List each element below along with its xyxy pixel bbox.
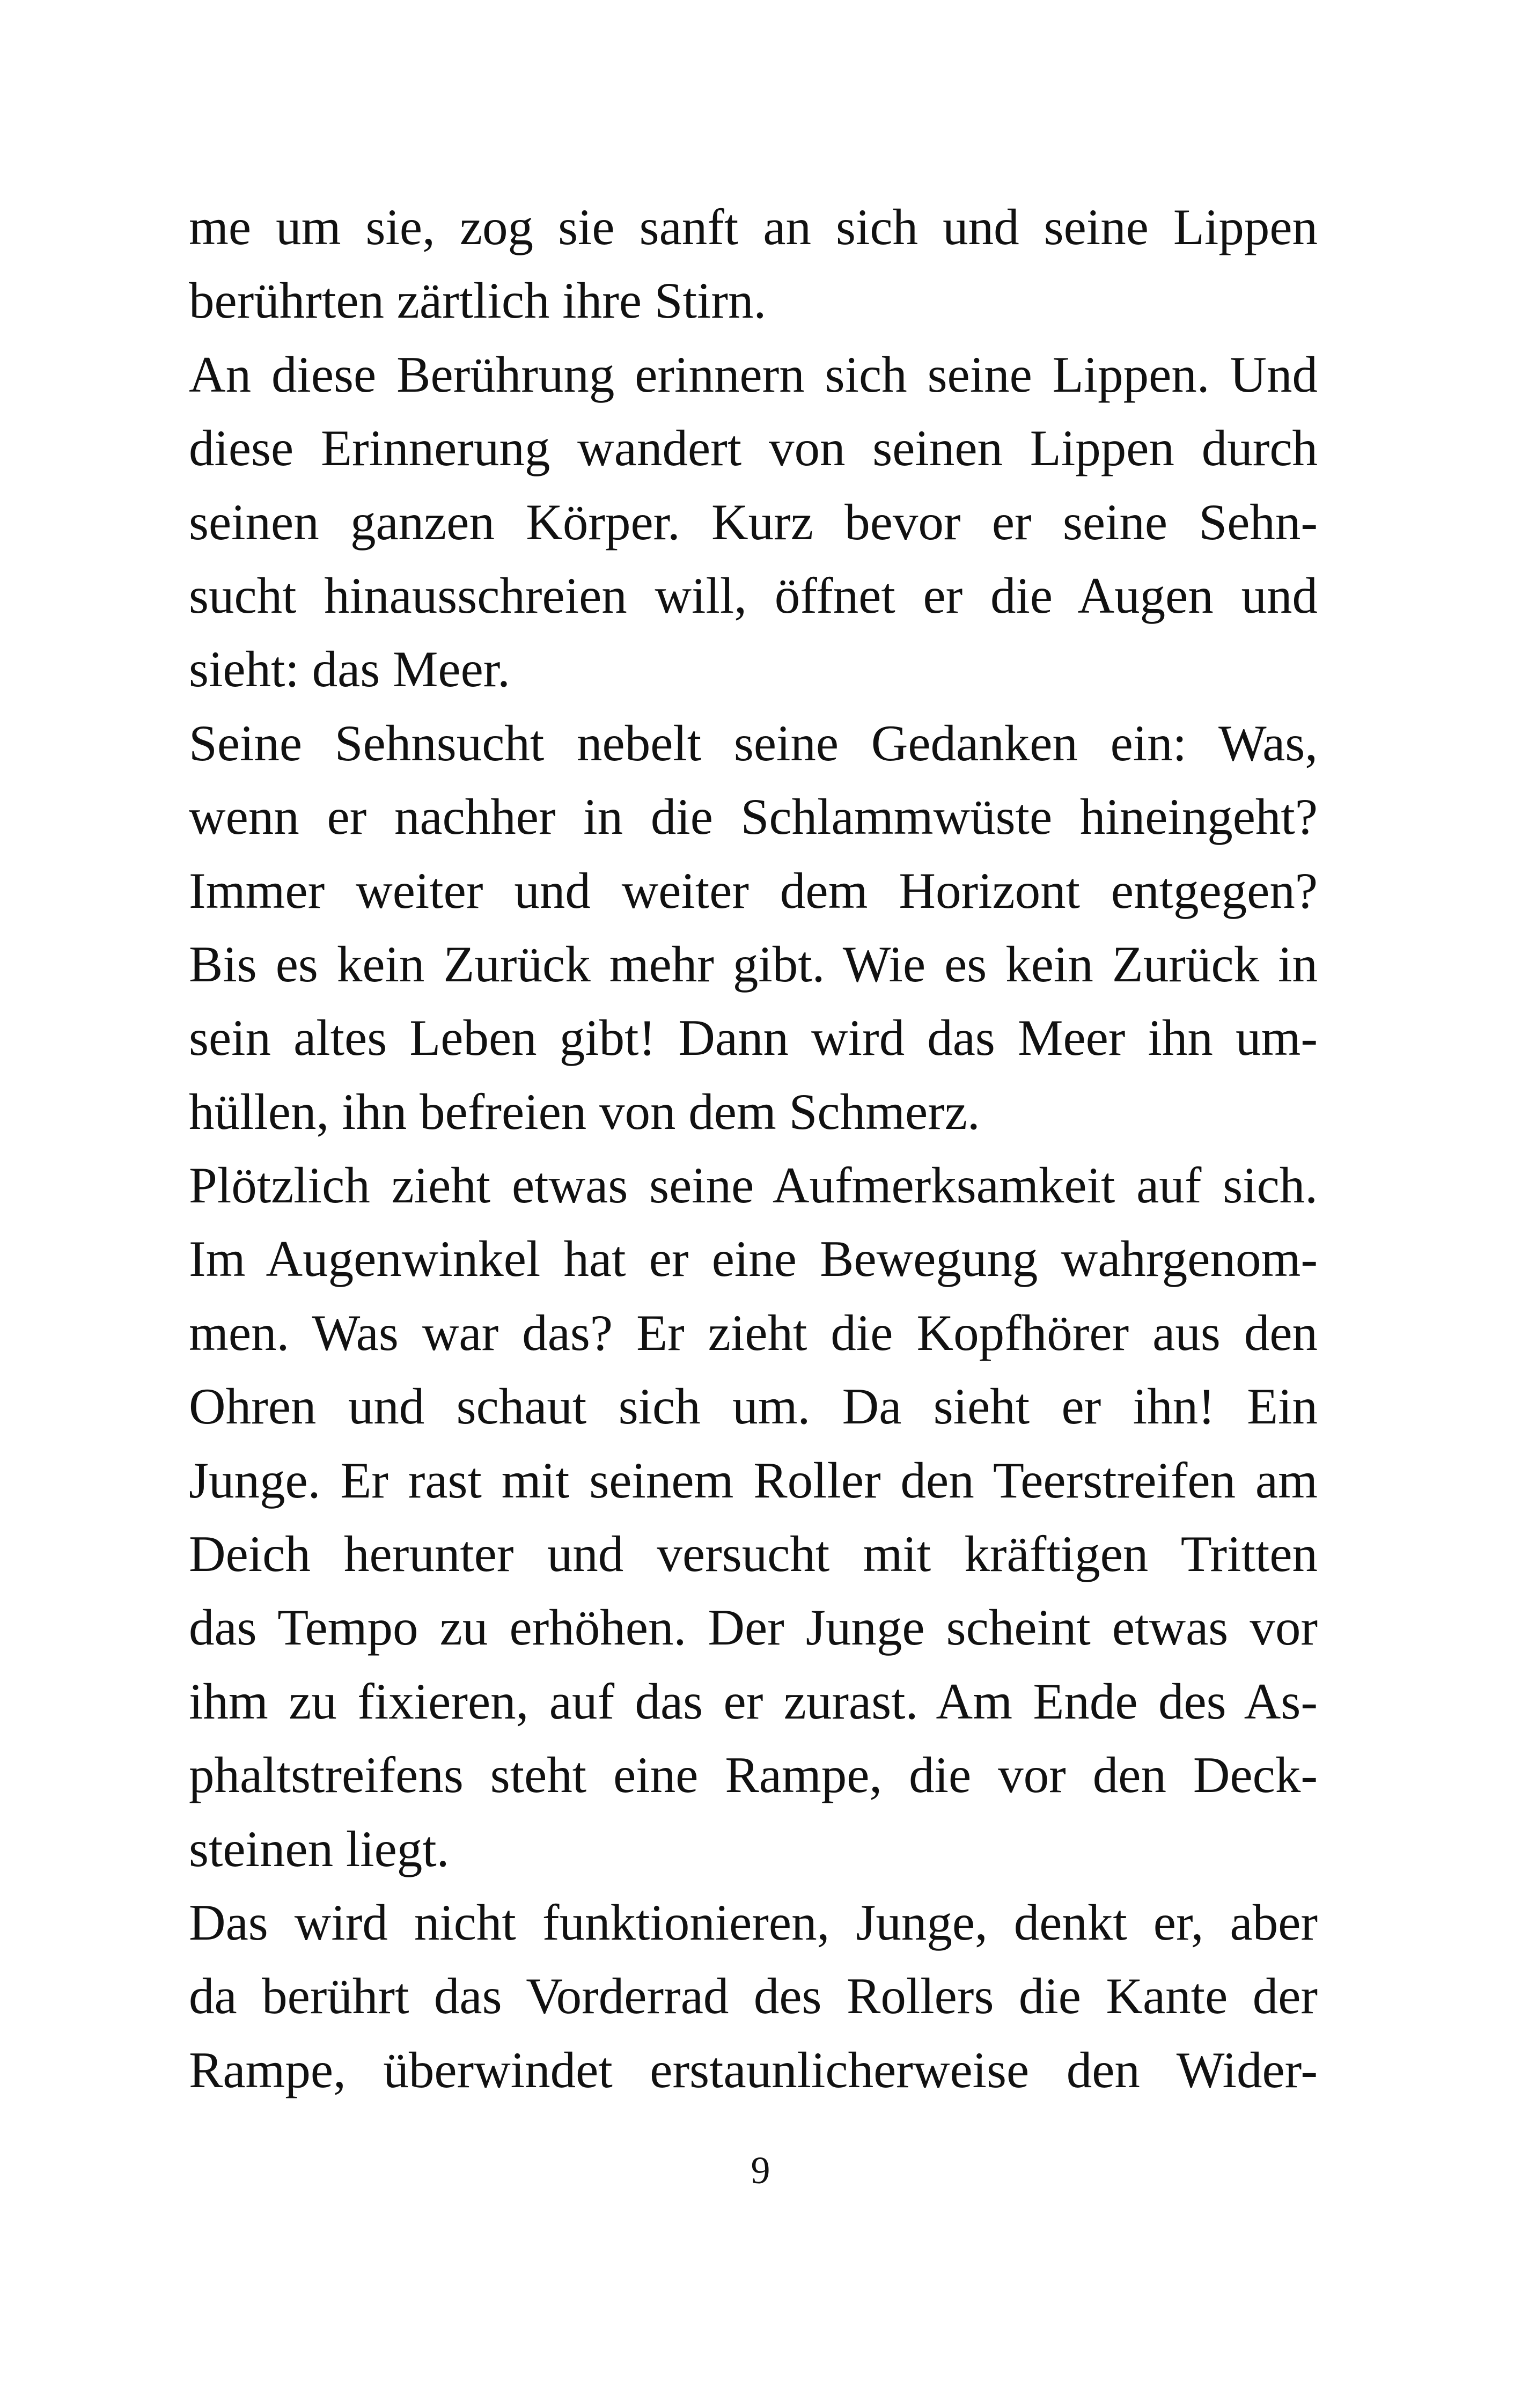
page-number: 9 [751, 2149, 770, 2192]
text-line: steinen liegt. [189, 1820, 450, 1877]
text-line: Junge. Er rast mit seinem Roller den Teerstreifen am [189, 1451, 1318, 1509]
text-line: Deich herunter und versucht mit kräftigen Tritten [189, 1525, 1318, 1583]
text-line: Im Augenwinkel hat er eine Bewegung wahrgenom- [189, 1230, 1318, 1288]
text-line: Immer weiter und weiter dem Horizont entgegen? [189, 862, 1318, 919]
text-line: me um sie, zog sie sanft an sich und seine Lippen [189, 199, 1318, 255]
text-line: diese Erinnerung wandert von seinen Lippen durch [189, 420, 1318, 477]
text-line: Plötzlich zieht etwas seine Aufmerksamkeit auf sich. [189, 1157, 1318, 1214]
text-line: berührten zärtlich ihre Stirn. [189, 272, 767, 329]
body-text [189, 190, 1318, 2107]
text-line: phaltstreifens steht eine Rampe, die vor den Deck- [189, 1746, 1318, 1804]
text-line: da berührt das Vorderrad des Rollers die Kante der [189, 1967, 1318, 2025]
text-line: An diese Berührung erinnern sich seine Lippen. Und [189, 346, 1318, 403]
text-line: das Tempo zu erhöhen. Der Junge scheint etwas vor [189, 1599, 1318, 1656]
text-line: hüllen, ihn befreien von dem Schmerz. [189, 1083, 980, 1140]
text-line: seinen ganzen Körper. Kurz bevor er seine Sehn- [189, 493, 1318, 550]
text-line: ihm zu fixieren, auf das er zurast. Am Ende des As- [189, 1672, 1318, 1730]
text-line: wenn er nachher in die Schlammwüste hineingeht? [189, 788, 1318, 846]
text-line: sucht hinausschreien will, öffnet er die Augen und [189, 567, 1318, 624]
text-line: Das wird nicht funktionieren, Junge, denkt er, aber [189, 1893, 1318, 1951]
text-line: sein altes Leben gibt! Dann wird das Meer ihn um- [189, 1009, 1318, 1067]
text-line: Seine Sehnsucht nebelt seine Gedanken ein: Was, [189, 714, 1318, 772]
text-line: Rampe, überwindet erstaunlicherweise den Wider- [189, 2041, 1318, 2098]
text-line: sieht: das Meer. [189, 641, 510, 698]
text-line: Bis es kein Zurück mehr gibt. Wie es kein Zurück in [189, 935, 1318, 993]
text-line: Ohren und schaut sich um. Da sieht er ihn! Ein [189, 1378, 1318, 1435]
text-line: men. Was war das? Er zieht die Kopfhörer aus den [189, 1304, 1318, 1361]
